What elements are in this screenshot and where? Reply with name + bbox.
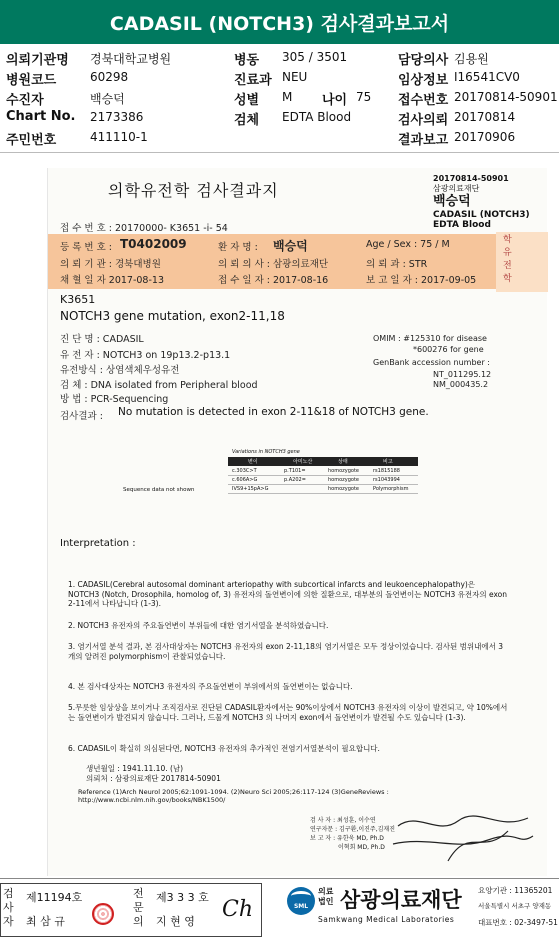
genbank-nt: NT_011295.12 bbox=[433, 370, 492, 379]
inspector-license: 제11194호 bbox=[26, 891, 83, 904]
hospital-label: 의뢰기관명 bbox=[6, 53, 69, 68]
diagnosis: 진 단 명 : CADASIL bbox=[60, 334, 144, 345]
variation-table bbox=[228, 449, 418, 503]
rrn-value: 411110-1 bbox=[90, 130, 148, 144]
interp-paragraph-5: 5.무릇한 임상상을 보이거나 조직검사로 진단된 CADASIL환자에서는 90%이상에서 NOTCH3 유전자의 이상이 발견되고, 약 10%에서는 돌연변이가 발견되지 않습니다. 그러나, 드물게 NOTCH3 의 나머지 exon에서 돌연변이가 발견될 수도 있습니다 (1-3). bbox=[68, 703, 508, 722]
info-row-2 bbox=[0, 67, 559, 87]
phone: 대표번호 : 02-3497-51 bbox=[478, 918, 558, 927]
code-value: 60298 bbox=[90, 70, 129, 84]
interp-paragraph-6: 6. CADASIL이 확실히 의심된다면, NOTCH3 유전자의 추가적인 전염기서열분석이 필요합니다. bbox=[68, 744, 380, 753]
specimen-label: 검체 bbox=[234, 113, 260, 128]
corner-lab: 삼광의료재단 bbox=[433, 184, 480, 193]
doctor-label: 담당의사 bbox=[398, 53, 449, 68]
org-name: 삼광의료재단 bbox=[340, 888, 462, 912]
logo-wave-icon bbox=[291, 891, 311, 901]
var-cell: Polymorphism bbox=[373, 486, 409, 492]
report-title: CADASIL (NOTCH3) 검사결과보고서 bbox=[0, 0, 559, 44]
variation-caption: Variations in NOTCH3 gene bbox=[232, 449, 300, 455]
referrer: 의뢰처 : 삼광의료재단 2017814-50901 bbox=[86, 774, 221, 783]
ward-label: 병동 bbox=[234, 53, 260, 68]
inheritance: 유전방식 : 상염색체우성유전 bbox=[60, 365, 180, 376]
method: 방 법 : PCR-Sequencing bbox=[60, 394, 169, 405]
sheet-heading: 의학유전학 검사결과지 bbox=[108, 181, 279, 200]
patient-label: 수진자 bbox=[6, 93, 44, 108]
info-row-5 bbox=[0, 127, 559, 147]
reg-no: T0402009 bbox=[120, 237, 187, 251]
table-row bbox=[228, 485, 418, 494]
var-cell: IVS9+15pA>G bbox=[232, 486, 269, 492]
chart-label: Chart No. bbox=[6, 109, 76, 124]
pname-label: 환 자 명 : bbox=[218, 242, 258, 253]
specialist-label: 전문의 bbox=[133, 887, 144, 928]
req-doc: 의 뢰 의 사 : 삼광의료재단 bbox=[218, 259, 329, 270]
corner-patient: 백승덕 bbox=[433, 194, 471, 209]
table-row bbox=[228, 476, 418, 485]
org-english: Samkwang Medical Laboratories bbox=[318, 915, 455, 924]
address: 서울특별시 서초구 양재동 bbox=[478, 902, 552, 910]
rrn-label: 주민번호 bbox=[6, 133, 57, 148]
interp-paragraph-3: 3. 염기서열 분석 결과, 본 검사대상자는 NOTCH3 유전자의 exon 2-11,18의 염기서열은 모두 정상이었습니다. 검사된 범위내에서 3개의 알려진 polymorphism이 관찰되었습니다. bbox=[68, 642, 504, 661]
omim: OMIM : #125310 for disease bbox=[373, 334, 487, 343]
interp-paragraph-1: 1. CADASIL(Cerebral autosomal dominant arteriopathy with subcortical infarcts and leukoencephalopathy)은 NOTCH3 (Notch, Drosophila, homolog of, 3) 유전자의 돌연변이에 의한 질환으로, 대부분의 돌연변이는 NOTCH3 유전자의 exon 2-11에서 나타납니다 (1-3). bbox=[68, 580, 508, 608]
specimen-value: EDTA Blood bbox=[282, 110, 352, 124]
patient-info-table bbox=[0, 47, 559, 147]
hospital-value: 경북대학교병원 bbox=[90, 52, 172, 66]
report-label: 결과보고 bbox=[398, 133, 449, 148]
request-label: 검사의뢰 bbox=[398, 113, 449, 128]
sig-line-1: 검 사 자 : 최성훈, 이수연 bbox=[310, 817, 376, 824]
var-cell: p.A202= bbox=[284, 477, 306, 483]
genbank-nm: NM_000435.2 bbox=[433, 380, 489, 389]
genbank-label: GenBank accession number : bbox=[373, 358, 490, 367]
dept-value: NEU bbox=[282, 70, 308, 84]
age-value: 75 bbox=[356, 90, 372, 104]
interp-paragraph-4: 4. 본 검사대상자는 NOTCH3 유전자의 주요돌연변이 부위에서의 돌연변이는 없습니다. bbox=[68, 682, 353, 691]
org-small: 의료법인 bbox=[318, 887, 334, 906]
info-row-3 bbox=[0, 87, 559, 107]
request-value: 20170814 bbox=[454, 110, 516, 124]
var-cell: homozygote bbox=[328, 486, 360, 492]
sequence-note: Sequence data not shown bbox=[123, 487, 195, 493]
var-cell: p.T101= bbox=[284, 468, 306, 474]
var-cell: c.303C>T bbox=[232, 468, 257, 474]
var-col-variant: 변이 bbox=[248, 459, 258, 465]
variation-header bbox=[228, 457, 418, 466]
sig-line-4: 이혁회 MD, Ph.D bbox=[338, 844, 385, 851]
sig-line-3: 보 고 자 : 유한욱 MD, Ph.D bbox=[310, 835, 384, 842]
handwritten-signature bbox=[388, 806, 538, 866]
reference: Reference (1)Arch Neurol 2005;62:1091-1094. (2)Neuro Sci 2005;26:117-124 (3)GeneReviews : http://www.ncbi.nlm.nih.gov/books/NBK1500/ bbox=[78, 788, 389, 804]
corner-test: CADASIL (NOTCH3) bbox=[433, 210, 530, 220]
pname-value: 백승덕 bbox=[273, 239, 308, 253]
var-col-aa: 아미노산 bbox=[293, 459, 313, 465]
var-cell: rs1043994 bbox=[373, 477, 400, 483]
report-date: 보 고 일 자 : 2017-09-05 bbox=[366, 275, 477, 286]
info-row-1 bbox=[0, 47, 559, 67]
info-divider bbox=[0, 152, 559, 153]
corner-specimen: EDTA Blood bbox=[433, 220, 491, 230]
result-text: No mutation is detected in exon 2-11&18 of NOTCH3 gene. bbox=[118, 406, 429, 418]
gene-title: NOTCH3 gene mutation, exon2-11,18 bbox=[60, 309, 285, 323]
omim-gene: *600276 for gene bbox=[413, 345, 484, 354]
req-dept: 의 뢰 과 : STR bbox=[366, 259, 428, 270]
seal-stamp bbox=[92, 903, 114, 925]
report-value: 20170906 bbox=[454, 130, 516, 144]
inspector-label: 검사자 bbox=[3, 887, 14, 928]
collect-date: 채 혈 일 자 2017-08-13 bbox=[60, 275, 164, 286]
sheet-side-vertical-text: 학유전학 bbox=[503, 235, 512, 284]
clinical-value: I16541CV0 bbox=[454, 70, 520, 84]
req-org: 의 뢰 기 관 : 경북대병원 bbox=[60, 259, 161, 270]
result-label: 검사결과 : bbox=[60, 411, 103, 422]
doctor-value: 김용원 bbox=[454, 52, 489, 66]
sample-type: 검 체 : DNA isolated from Peripheral blood bbox=[60, 380, 258, 391]
birth-date: 생년월일 : 1941.11.10. (남) bbox=[86, 764, 184, 773]
interp-paragraph-2: 2. NOTCH3 유전자의 주요돌연변이 부위들에 대한 염기서열을 분석하였습니다. bbox=[68, 621, 329, 630]
reg-label: 등 록 번 호 : bbox=[60, 242, 112, 253]
care-number: 요양기관 : 11365201 bbox=[478, 886, 553, 895]
sex-label: 성별 bbox=[234, 93, 260, 108]
clinical-label: 임상정보 bbox=[398, 73, 449, 88]
patient-value: 백승덕 bbox=[90, 92, 125, 106]
specialist-license: 제3 3 3 호 bbox=[156, 891, 209, 904]
receipt-value: 20170814-50901 bbox=[454, 90, 558, 104]
var-col-status: 상태 bbox=[338, 459, 348, 465]
var-cell: rs1815188 bbox=[373, 468, 400, 474]
age-label: 나이 bbox=[322, 93, 348, 108]
var-cell: c.606A>G bbox=[232, 477, 258, 483]
interpretation-heading: Interpretation : bbox=[60, 538, 136, 549]
code-label: 병원코드 bbox=[6, 73, 57, 88]
info-row-4 bbox=[0, 107, 559, 127]
sheet-corner-label bbox=[433, 174, 530, 230]
footer bbox=[0, 878, 559, 939]
inspector-name: 최 삼 규 bbox=[26, 915, 65, 928]
var-col-note: 비고 bbox=[383, 459, 393, 465]
table-row bbox=[228, 467, 418, 476]
var-cell: homozygote bbox=[328, 477, 360, 483]
test-code: K3651 bbox=[60, 293, 96, 306]
chart-value: 2173386 bbox=[90, 110, 144, 124]
dept-label: 진료과 bbox=[234, 73, 272, 88]
sheet-receipt-no: 접 수 번 호 : 20170000- K3651 -i- 54 bbox=[60, 223, 228, 234]
specialist-name: 지 현 영 bbox=[156, 915, 195, 928]
ward-value: 305 / 3501 bbox=[282, 50, 348, 64]
sex-value: M bbox=[282, 90, 293, 104]
receipt-label: 접수번호 bbox=[398, 93, 449, 108]
scanned-result-sheet bbox=[47, 168, 547, 876]
gene-locus: 유 전 자 : NOTCH3 on 19p13.2-p13.1 bbox=[60, 350, 231, 361]
receive-date: 접 수 일 자 : 2017-08-16 bbox=[218, 275, 329, 286]
sig-line-2: 연구자문 : 김구환,이진주,김재진 bbox=[310, 826, 395, 833]
var-cell: homozygote bbox=[328, 468, 360, 474]
corner-receipt: 20170814-50901 bbox=[433, 174, 509, 183]
logo-text: SML bbox=[293, 903, 309, 910]
age-sex: Age / Sex : 75 / M bbox=[366, 239, 450, 250]
signature-block bbox=[310, 816, 395, 852]
specialist-signature: Ch bbox=[222, 897, 254, 922]
